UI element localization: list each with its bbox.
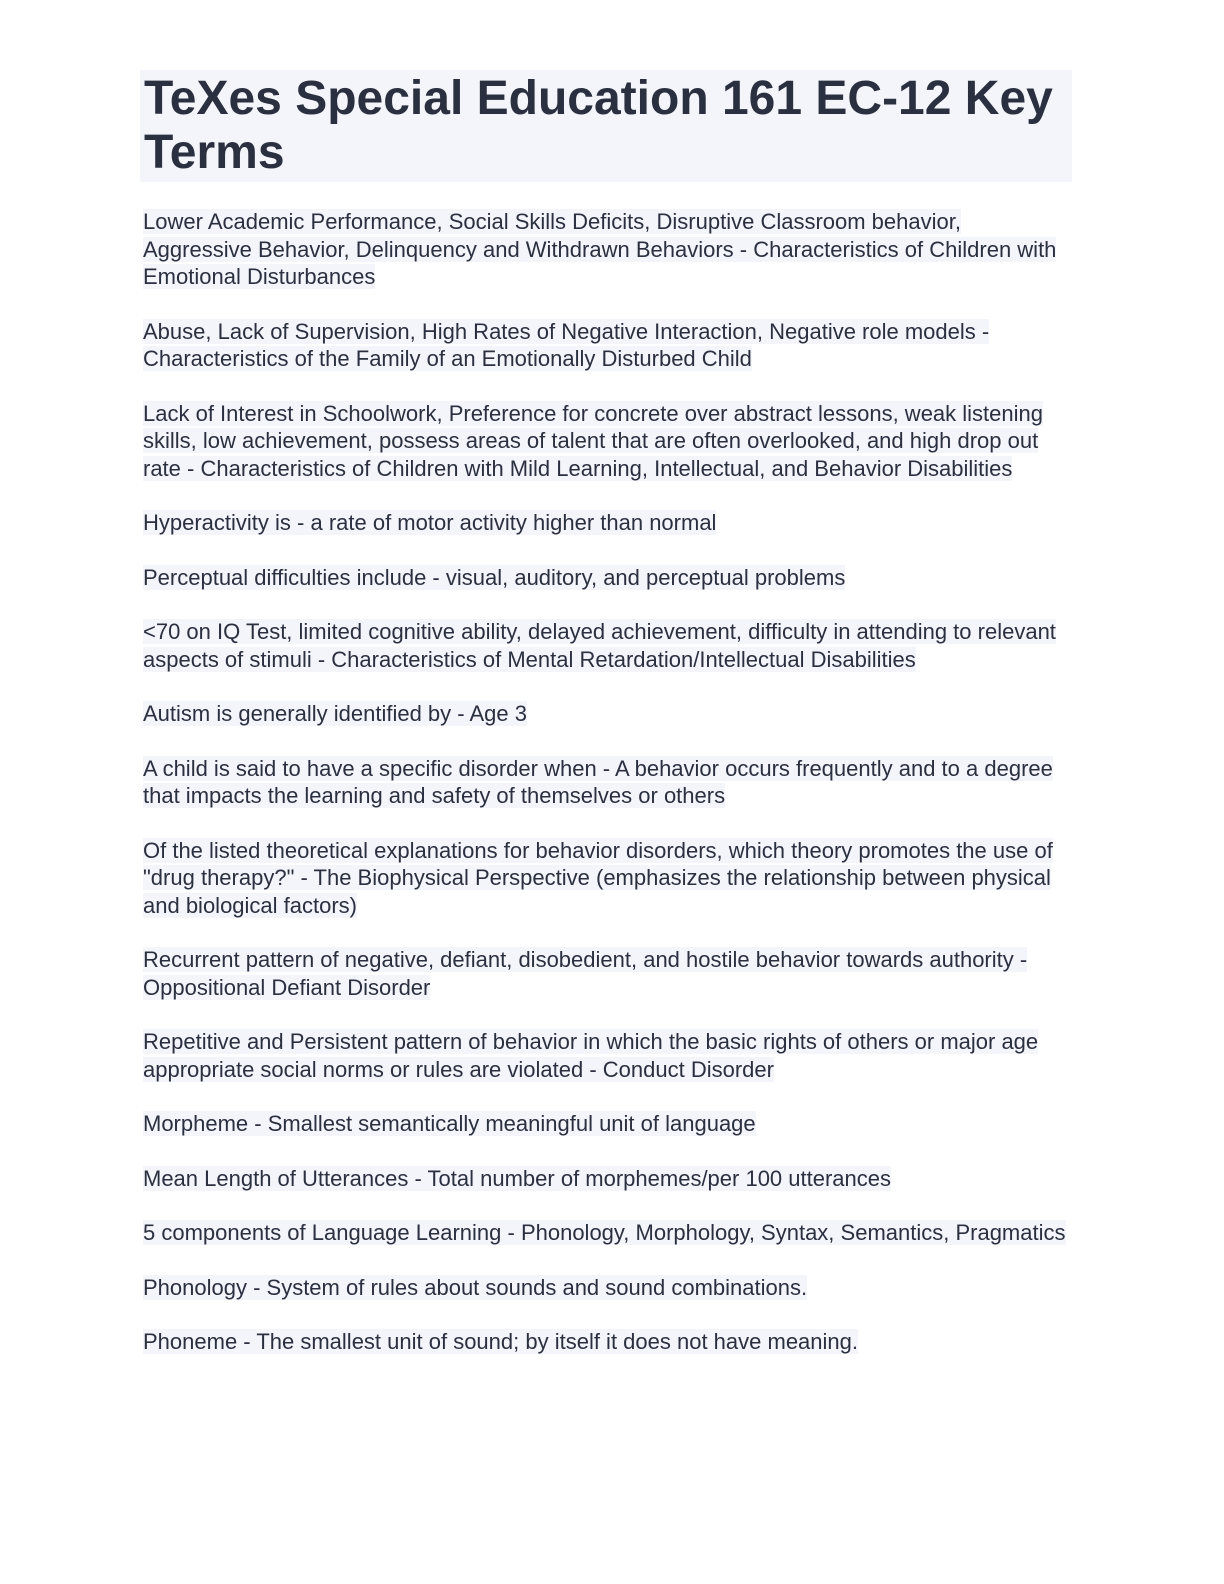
term-text: 5 components of Language Learning - Phonology, Morphology, Syntax, Semantics, Pragmatics xyxy=(143,1220,1066,1245)
term-text: Hyperactivity is - a rate of motor activity higher than normal xyxy=(143,510,717,535)
term-item xyxy=(140,755,1072,810)
term-item xyxy=(140,1028,1072,1083)
term-item xyxy=(140,208,1072,291)
title-block xyxy=(140,70,1072,182)
term-text: A child is said to have a specific disorder when - A behavior occurs frequently and to a degree that impacts the learning and safety of themselves or others xyxy=(143,755,1053,808)
term-item xyxy=(140,1110,1072,1138)
term-text: Repetitive and Persistent pattern of behavior in which the basic rights of others or major age appropriate social norms or rules are violated - Conduct Disorder xyxy=(143,1029,1039,1082)
term-item xyxy=(140,837,1072,920)
page-title: TeXes Special Education 161 EC-12 Key Terms xyxy=(144,72,1053,179)
term-item xyxy=(140,564,1072,592)
term-text: Abuse, Lack of Supervision, High Rates of Negative Interaction, Negative role models - Characteristics of the Family of an Emotionally Disturbed Child xyxy=(143,318,990,371)
term-text: Morpheme - Smallest semantically meaningful unit of language xyxy=(143,1111,756,1136)
term-text: Of the listed theoretical explanations for behavior disorders, which theory promotes the use of "drug therapy?" - The Biophysical Perspective (emphasizes the relationship between physical and biological factors) xyxy=(143,837,1053,918)
term-item xyxy=(140,400,1072,483)
term-text: Recurrent pattern of negative, defiant, disobedient, and hostile behavior towards authority - Oppositional Defiant Disorder xyxy=(143,947,1028,1000)
term-text: Perceptual difficulties include - visual, auditory, and perceptual problems xyxy=(143,564,846,590)
document-page xyxy=(140,70,1072,1383)
term-item xyxy=(140,700,1072,728)
term-text: Lower Academic Performance, Social Skills Deficits, Disruptive Classroom behavior, Aggressive Behavior, Delinquency and Withdrawn Behaviors - Characteristics of Children with Emotional Disturbances xyxy=(143,209,1057,289)
term-text: Lack of Interest in Schoolwork, Preference for concrete over abstract lessons, weak listening skills, low achievement, possess areas of talent that are often overlooked, and high drop out rate - Characteristics of Children with Mild Learning, Intellectual, and Behavior Disabilities xyxy=(143,400,1043,481)
term-text: Phoneme - The smallest unit of sound; by itself it does not have meaning. xyxy=(143,1329,858,1354)
term-item xyxy=(140,1165,1072,1193)
term-item xyxy=(140,1219,1072,1247)
term-item xyxy=(140,1274,1072,1302)
term-text: Phonology - System of rules about sounds and sound combinations. xyxy=(143,1274,808,1300)
term-item xyxy=(140,1328,1072,1356)
term-text: <70 on IQ Test, limited cognitive ability, delayed achievement, difficulty in attending to relevant aspects of stimuli - Characteristics of Mental Retardation/Intellectual Disabilities xyxy=(143,619,1056,672)
term-item xyxy=(140,318,1072,373)
term-item xyxy=(140,509,1072,537)
term-text: Autism is generally identified by - Age 3 xyxy=(143,701,527,726)
term-list xyxy=(140,208,1072,1356)
term-text: Mean Length of Utterances - Total number of morphemes/per 100 utterances xyxy=(143,1165,892,1191)
term-item xyxy=(140,618,1072,673)
term-item xyxy=(140,946,1072,1001)
